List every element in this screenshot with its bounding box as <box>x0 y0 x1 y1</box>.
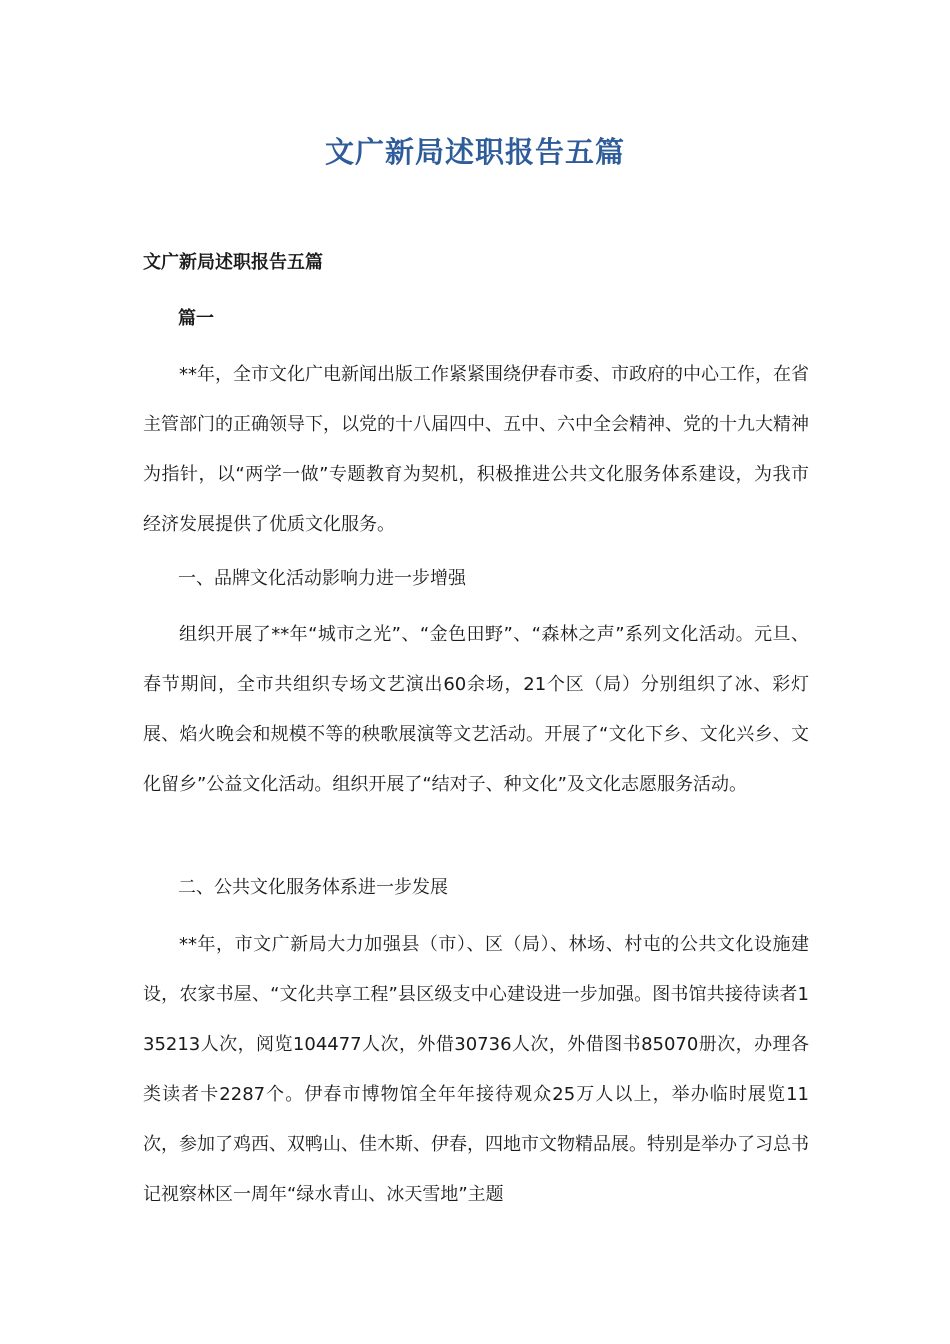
document-subheading: 文广新局述职报告五篇 <box>143 252 323 273</box>
section-1-paragraph: 组织开展了**年“城市之光”、“金色田野”、“森林之声”系列文化活动。元旦、春节期间，全市共组织专场文艺演出60余场，21个区（局）分别组织了冰、彩灯展、焰火晚会和规模不等的秧歌展演等文艺活动。开展了“文化下乡、文化兴乡、文化留乡”公益文化活动。组织开展了“结对子、种文化”及文化志愿服务活动。 <box>143 624 809 795</box>
section-heading-1: 一、品牌文化活动影响力进一步增强 <box>178 568 466 589</box>
part-heading: 篇一 <box>178 308 214 329</box>
document-title: 文广新局述职报告五篇 <box>324 135 625 169</box>
section-2-paragraph: **年，市文广新局大力加强县（市）、区（局）、林场、村屯的公共文化设施建设，农家书屋、“文化共享工程”县区级支中心建设进一步加强。图书馆共接待读者135213人次，阅览104477人次，外借30736人次，外借图书85070册次，办理各类读者卡2287个。伊春市博物馆全年年接待观众25万人以上，举办临时展览11次，参加了鸡西、双鸭山、佳木斯、伊春，四地市文物精品展。特别是举办了习总书记视察林区一周年“绿水青山、冰天雪地”主题 <box>143 934 809 1205</box>
section-heading-2: 二、公共文化服务体系进一步发展 <box>178 877 448 898</box>
intro-paragraph: **年，全市文化广电新闻出版工作紧紧围绕伊春市委、市政府的中心工作，在省主管部门的正确领导下，以党的十八届四中、五中、六中全会精神、党的十九大精神为指针，以“两学一做”专题教育为契机，积极推进公共文化服务体系建设，为我市经济发展提供了优质文化服务。 <box>143 364 809 535</box>
